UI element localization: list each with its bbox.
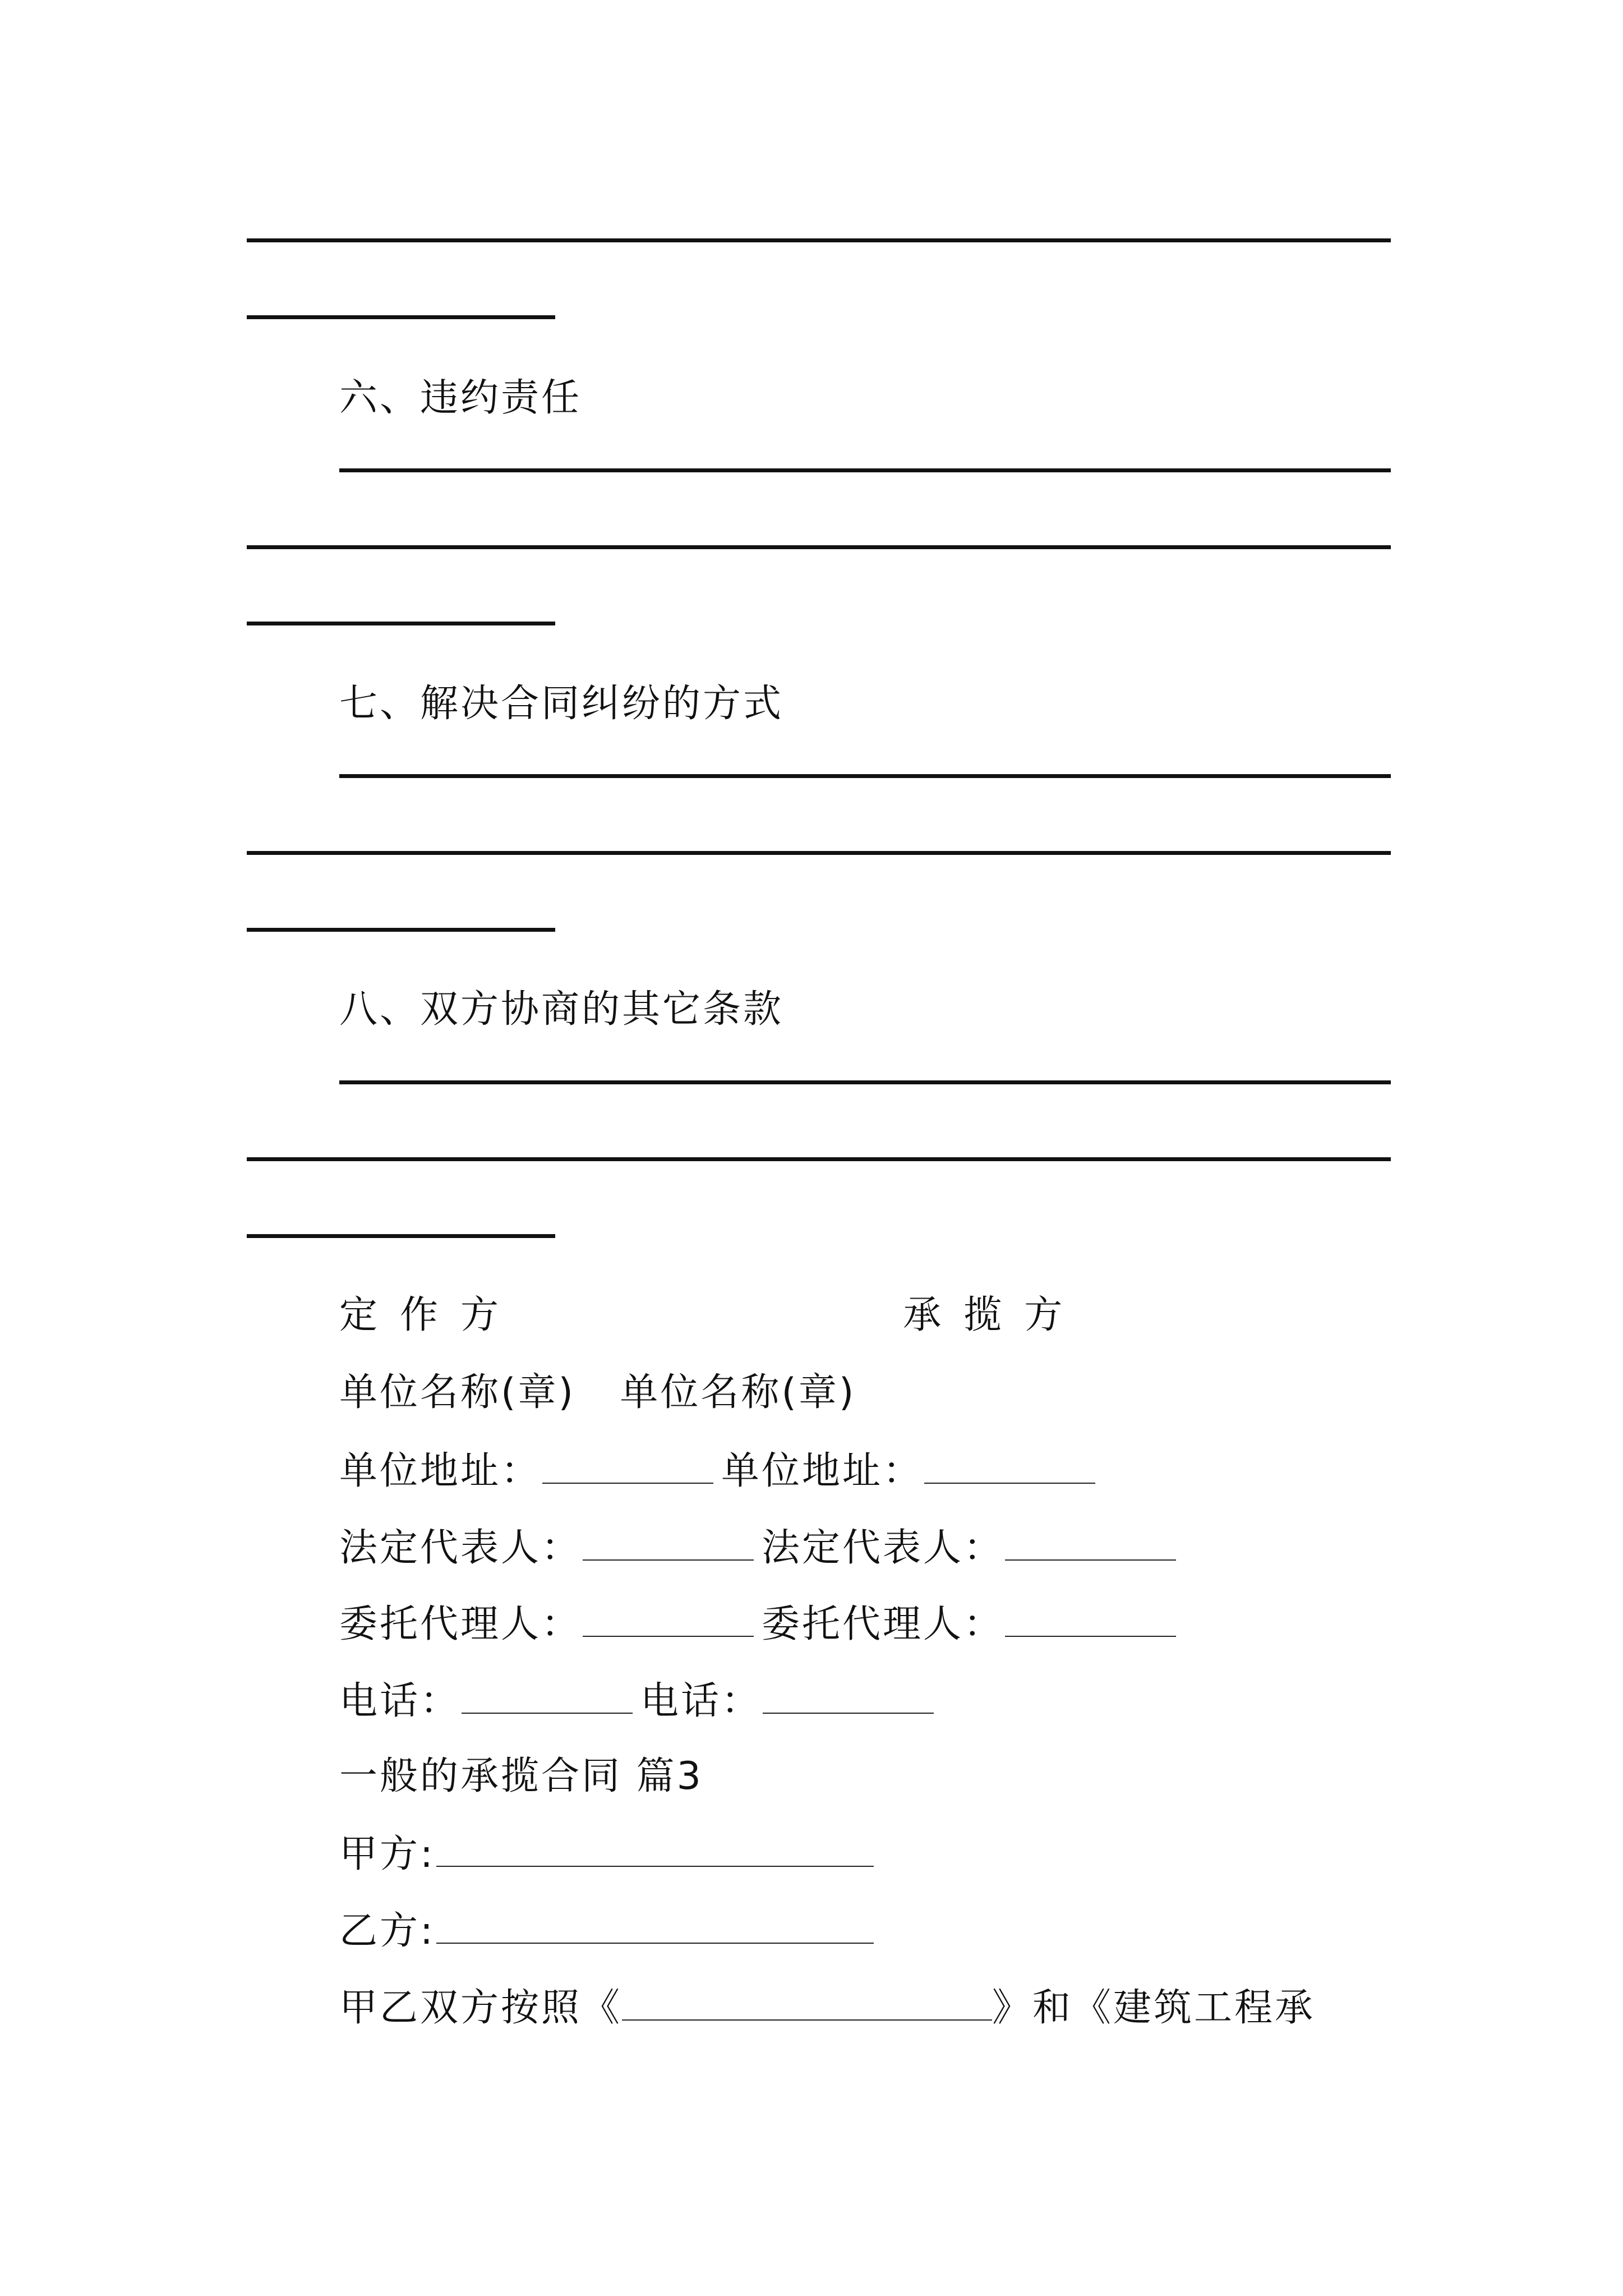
unit-name-row	[339, 1368, 856, 1418]
section-heading-other-terms: 八、双方协商的其它条款	[339, 987, 784, 1032]
preamble-row	[339, 1981, 1315, 2033]
signature-parties-row	[339, 1290, 1085, 1341]
fill-line	[247, 1234, 555, 1238]
fill-line	[247, 315, 555, 319]
legal-rep-b-label: 法定代表人：	[762, 1526, 1004, 1570]
agent-a-label: 委托代理人：	[339, 1602, 582, 1646]
unit-name-b-label: 单位名称(章)	[620, 1370, 856, 1415]
fill-line	[247, 545, 1391, 549]
fill-line	[339, 1080, 1391, 1084]
party-b-label: 承揽方	[903, 1293, 1085, 1337]
fill-line	[247, 851, 1391, 855]
preamble-mid: 》和《建筑工程承	[992, 1986, 1316, 2030]
agent-a-blank	[583, 1598, 754, 1637]
section-heading-dispute: 七、解决合同纠纷的方式	[339, 682, 784, 726]
party-a-blank	[436, 1828, 874, 1867]
phone-a-blank	[462, 1674, 633, 1714]
address-row	[339, 1444, 1103, 1497]
party-a-row	[339, 1828, 882, 1880]
preamble-start: 甲乙双方按照《	[339, 1986, 623, 2030]
fill-line	[247, 622, 555, 625]
law-name-blank	[622, 1981, 992, 2021]
legal-rep-b-blank	[1005, 1521, 1176, 1561]
legal-rep-row	[339, 1521, 1184, 1573]
address-a-blank	[542, 1444, 713, 1484]
fill-line	[247, 238, 1391, 242]
party-a-field-label: 甲方:	[339, 1832, 435, 1876]
agent-b-blank	[1005, 1598, 1176, 1637]
party-b-blank	[436, 1904, 874, 1944]
phone-b-label: 电话：	[640, 1679, 762, 1723]
fill-line	[247, 1157, 1391, 1161]
fill-line	[339, 774, 1391, 778]
legal-rep-a-label: 法定代表人：	[339, 1526, 582, 1570]
agent-row	[339, 1598, 1184, 1650]
party-b-row	[339, 1904, 882, 1957]
phone-b-blank	[763, 1674, 934, 1714]
phone-row	[339, 1674, 942, 1727]
address-a-label: 单位地址：	[339, 1449, 542, 1493]
phone-a-label: 电话：	[339, 1679, 461, 1723]
legal-rep-a-blank	[583, 1521, 754, 1561]
contract-title: 一般的承揽合同 篇3	[339, 1754, 703, 1798]
fill-line	[247, 928, 555, 932]
fill-line	[339, 468, 1391, 472]
section-heading-breach: 六、违约责任	[339, 376, 582, 420]
party-a-label: 定作方	[339, 1293, 522, 1337]
agent-b-label: 委托代理人：	[762, 1602, 1004, 1646]
address-b-label: 单位地址：	[721, 1449, 924, 1493]
address-b-blank	[924, 1444, 1095, 1484]
party-b-field-label: 乙方:	[339, 1909, 435, 1953]
unit-name-a-label: 单位名称(章)	[339, 1370, 576, 1415]
